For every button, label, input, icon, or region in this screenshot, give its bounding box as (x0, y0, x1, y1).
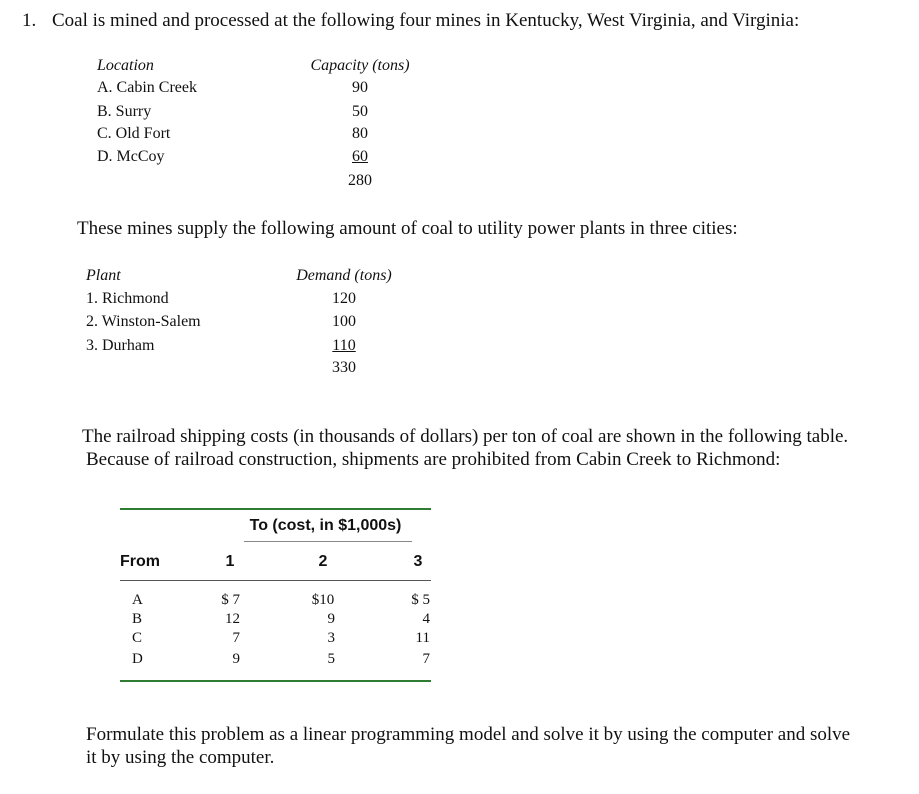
cost-cell: 4 (422, 611, 430, 627)
shipping-text-line2: Because of railroad construction, shipments are prohibited from Cabin Creek to Richmond: (86, 449, 781, 470)
row-label: D (132, 651, 143, 667)
cost-cell: $ 5 (411, 592, 430, 608)
location-header: Location (97, 57, 154, 74)
cost-cell: 9 (327, 611, 335, 627)
capacity-header: Capacity (tons) (310, 57, 410, 74)
col-header-3: 3 (413, 553, 423, 570)
plant-demand: 120 (332, 290, 356, 307)
mine-capacity: 90 (352, 79, 368, 96)
table-top-rule (120, 508, 431, 510)
mine-capacity: 60 (352, 148, 368, 165)
title-underline (244, 541, 412, 542)
mine-location: C. Old Fort (97, 125, 171, 142)
instruction-line1: Formulate this problem as a linear programming model and solve it by using the computer and solve (86, 724, 851, 745)
cost-cell: 9 (232, 651, 240, 667)
question-number: 1. (22, 10, 37, 31)
plants-total: 330 (332, 359, 356, 376)
supply-text: These mines supply the following amount of coal to utility power plants in three cities: (77, 218, 738, 239)
plant-name: 3. Durham (86, 337, 155, 354)
mine-capacity: 50 (352, 103, 368, 120)
cost-cell: $ 7 (221, 592, 240, 608)
row-label: C (132, 630, 143, 646)
question-intro: Coal is mined and processed at the following four mines in Kentucky, West Virginia, and Virginia: (52, 10, 800, 31)
cost-cell: 5 (327, 651, 335, 667)
row-label: B (132, 611, 143, 627)
row-label: A (132, 592, 143, 608)
table-bottom-rule (120, 680, 431, 682)
col-header-2: 2 (318, 553, 328, 570)
cost-cell: 7 (232, 630, 240, 646)
mine-location: D. McCoy (97, 148, 165, 165)
plant-name: 1. Richmond (86, 290, 169, 307)
instruction-line2: it by using the computer. (86, 747, 275, 768)
cost-cell: $10 (311, 592, 335, 608)
cost-table-title: To (cost, in $1,000s) (249, 517, 402, 534)
cost-cell: 11 (415, 630, 430, 646)
mines-total: 280 (348, 172, 372, 189)
shipping-text-line1: The railroad shipping costs (in thousands of dollars) per ton of coal are shown in the following table. (82, 426, 849, 447)
cost-cell: 7 (422, 651, 430, 667)
mine-capacity: 80 (352, 125, 368, 142)
cost-cell: 3 (327, 630, 335, 646)
mine-location: A. Cabin Creek (97, 79, 197, 96)
header-rule (120, 580, 431, 581)
cost-cell: 12 (225, 611, 240, 627)
plant-name: 2. Winston-Salem (86, 313, 201, 330)
plant-header: Plant (86, 267, 121, 284)
plant-demand: 110 (332, 337, 356, 354)
demand-header: Demand (tons) (296, 267, 392, 284)
col-header-1: 1 (225, 553, 235, 570)
from-header: From (120, 553, 160, 570)
plant-demand: 100 (332, 313, 356, 330)
mine-location: B. Surry (97, 103, 152, 120)
